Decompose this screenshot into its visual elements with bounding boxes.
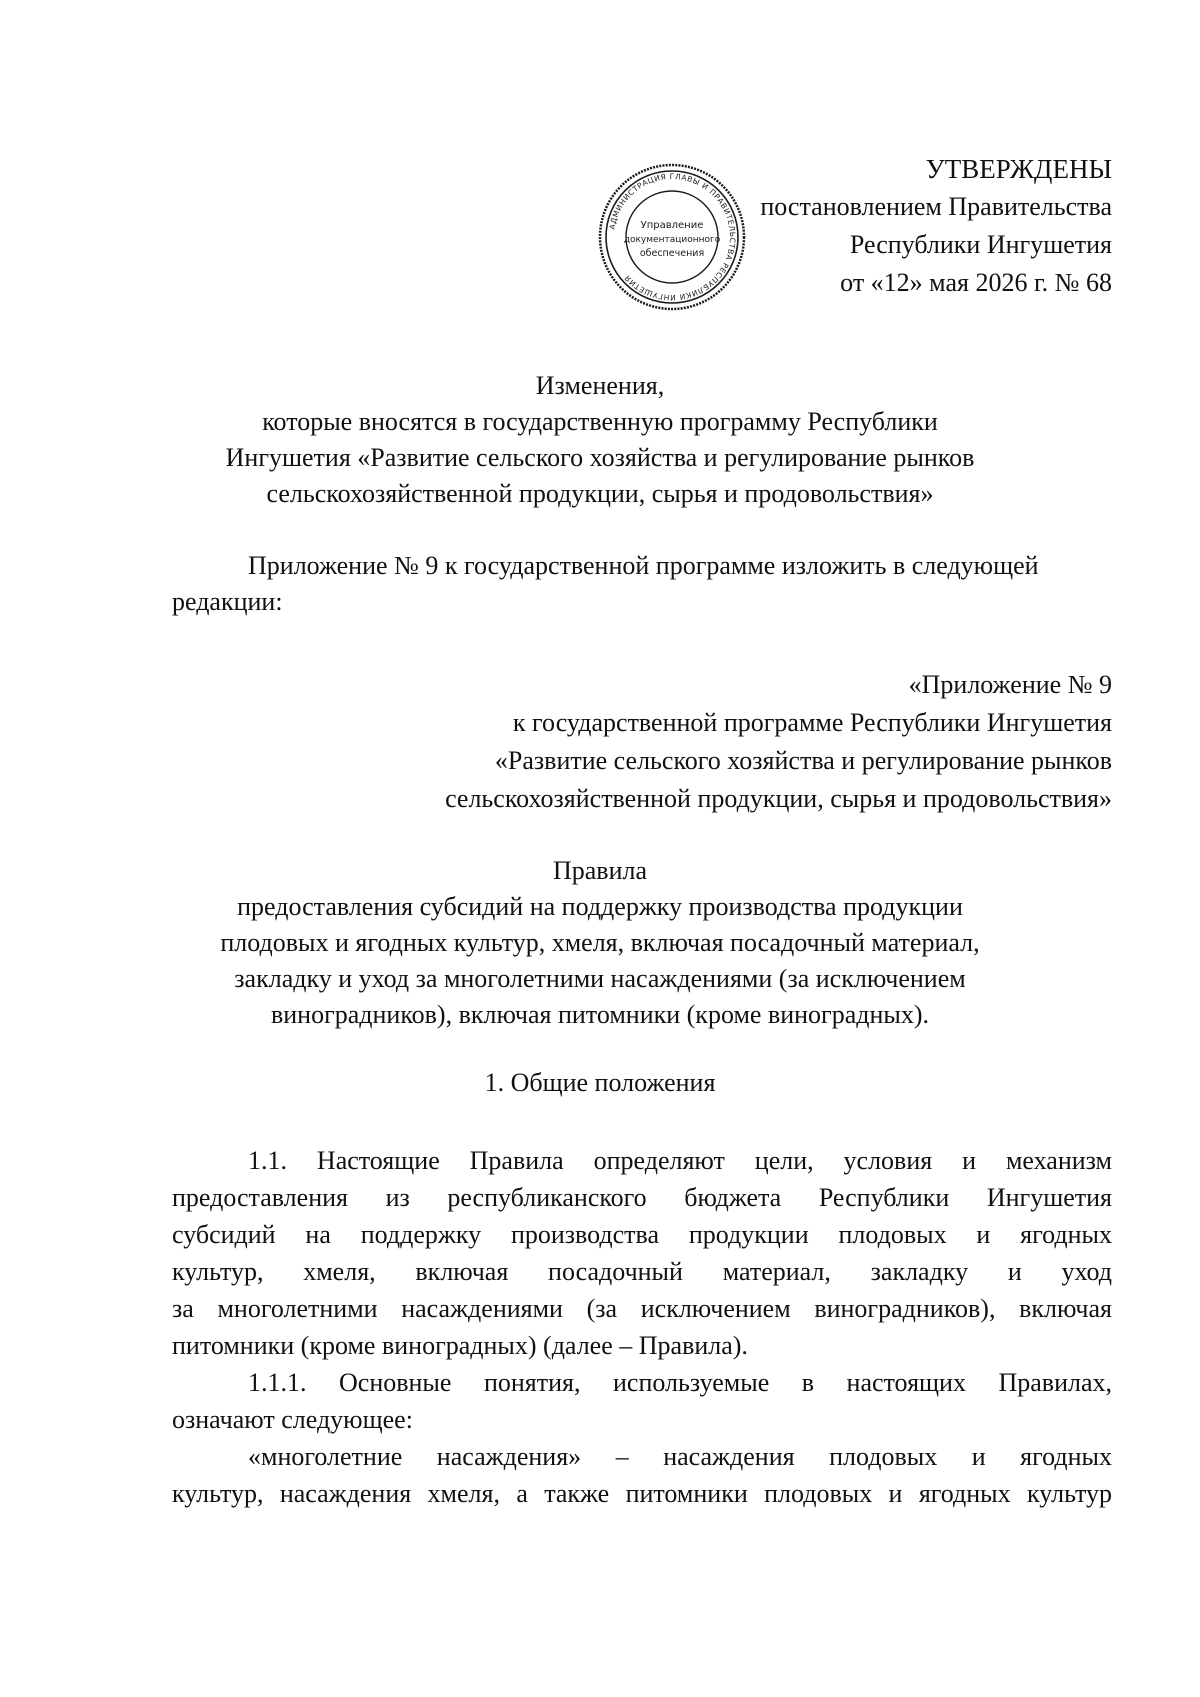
paragraph-1-1 <box>172 1142 1112 1364</box>
approval-line: постановлением Правительства <box>760 192 1112 221</box>
paragraph-line: означают следующее: <box>172 1405 413 1434</box>
rules-line: закладку и уход за многолетними насаждениями (за исключением <box>234 964 966 993</box>
paragraph-line: культур, хмеля, включая посадочный материал, закладку и уход <box>172 1257 1112 1286</box>
paragraph-line: питомники (кроме виноградных) (далее – Правила). <box>172 1331 748 1360</box>
document-title <box>0 368 1200 512</box>
title-line: которые вносятся в государственную программу Республики <box>262 407 938 436</box>
rules-line: Правила <box>552 856 648 885</box>
approval-heading: УТВЕРЖДЕНЫ <box>925 154 1112 184</box>
svg-text:Управление: Управление <box>640 220 704 231</box>
section-heading: 1. Общие положения <box>484 1068 716 1097</box>
svg-text:АДМИНИСТРАЦИЯ ГЛАВЫ И ПРАВИТЕЛ: АДМИНИСТРАЦИЯ ГЛАВЫ И ПРАВИТЕЛЬСТВА РЕСПУБЛИКИ ИНГУШЕТИЯ <box>607 171 738 303</box>
rules-line: виноградников), включая питомники (кроме виноградных). <box>270 1000 930 1029</box>
title-line: Изменения, <box>535 371 665 400</box>
paragraph-line: субсидий на поддержку производства продукции плодовых и ягодных <box>172 1220 1112 1249</box>
svg-text:документационного: документационного <box>623 235 721 245</box>
official-stamp-seal <box>597 162 747 312</box>
approval-line: Республики Ингушетия <box>849 230 1112 259</box>
appendix-line: «Развитие сельского хозяйства и регулирование рынков <box>494 746 1112 775</box>
appendix-header <box>445 666 1112 818</box>
paragraph-1-1-1 <box>172 1364 1112 1438</box>
title-line: сельскохозяйственной продукции, сырья и продовольствия» <box>266 479 934 508</box>
appendix-line: «Приложение № 9 <box>908 670 1112 699</box>
paragraph-line: «многолетние насаждения» – насаждения плодовых и ягодных <box>248 1442 1112 1471</box>
paragraph-line: за многолетними насаждениями (за исключением виноградников), включая <box>172 1294 1112 1323</box>
section-body <box>172 1142 1112 1512</box>
title-line: Ингушетия «Развитие сельского хозяйства и регулирование рынков <box>225 443 975 472</box>
paragraph-line: 1.1.1. Основные понятия, используемые в настоящих Правилах, <box>248 1368 1112 1397</box>
intro-paragraph: Приложение № 9 к государственной программе изложить в следующей редакции: <box>172 551 1039 616</box>
rules-title <box>0 853 1200 1033</box>
rules-line: плодовых и ягодных культур, хмеля, включая посадочный материал, <box>220 928 980 957</box>
approval-block <box>760 150 1112 302</box>
paragraph-line: 1.1. Настоящие Правила определяют цели, условия и механизм <box>248 1146 1112 1175</box>
svg-text:обеспечения: обеспечения <box>639 248 705 259</box>
paragraph-definition <box>172 1438 1112 1512</box>
appendix-line: сельскохозяйственной продукции, сырья и продовольствия» <box>445 784 1112 813</box>
rules-line: предоставления субсидий на поддержку производства продукции <box>237 892 963 921</box>
paragraph-line: культур, насаждения хмеля, а также питомники плодовых и ягодных культур <box>172 1479 1112 1508</box>
appendix-line: к государственной программе Республики Ингушетия <box>512 708 1112 737</box>
paragraph-line: предоставления из республиканского бюджета Республики Ингушетия <box>172 1183 1112 1212</box>
approval-date-number: от «12» мая 2026 г. № 68 <box>840 268 1112 297</box>
